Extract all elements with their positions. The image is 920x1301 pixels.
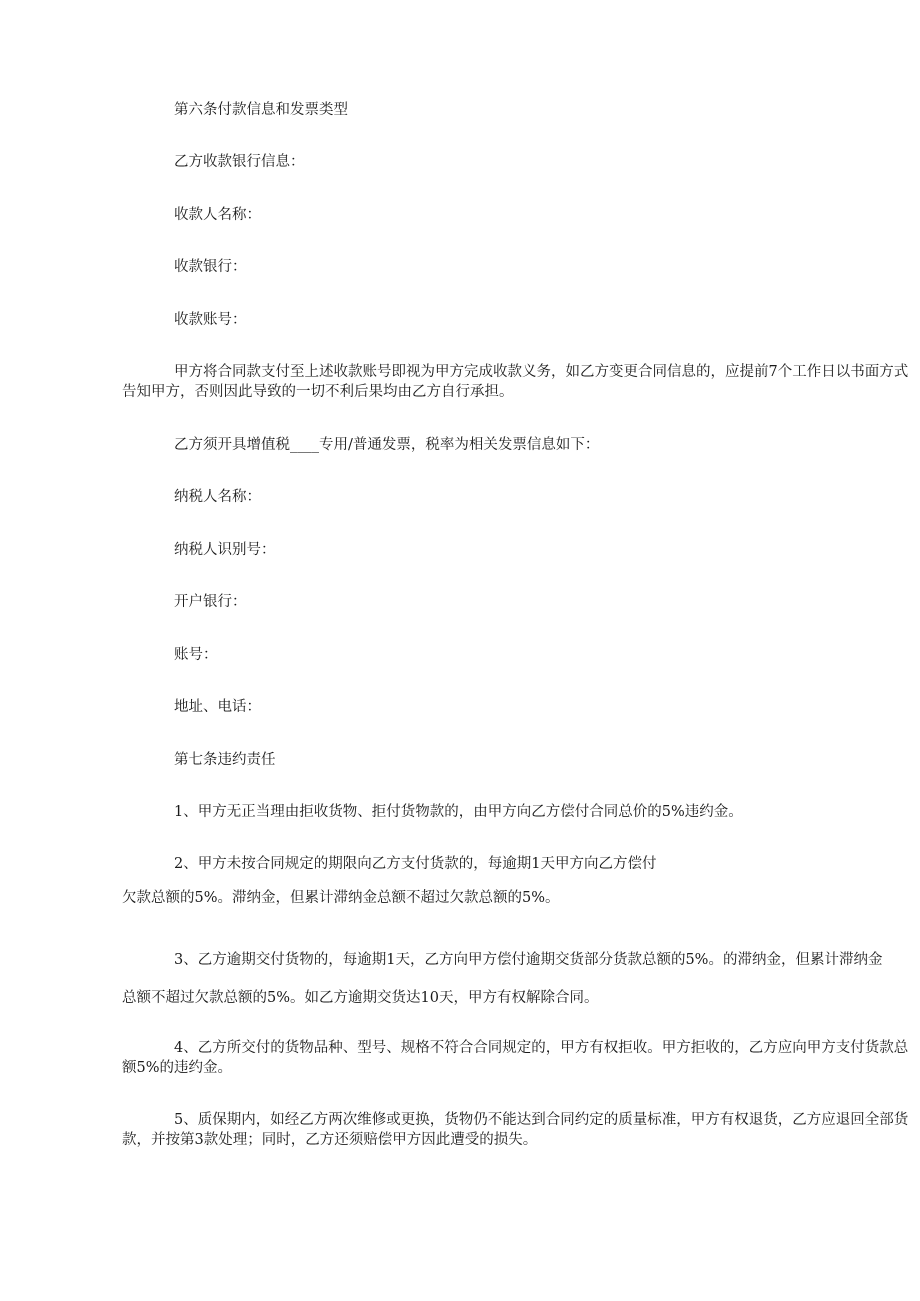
breach-clause-3-line1: 3、乙方逾期交付货物的，每逾期1天，乙方向甲方偿付逾期交货部分货款总额的5%。的滞纳金，但累计滞纳金 [174,952,883,968]
breach-clause-2-line2: 欠款总额的5%。滞纳金，但累计滞纳金总额不超过欠款总额的5%。 [122,890,560,906]
taxpayer-name-label: 纳税人名称： [174,489,261,505]
breach-clause-3-line2: 总额不超过欠款总额的5%。如乙方逾期交货达10天，甲方有权解除合同。 [122,990,599,1006]
breach-clause-5: 5、质保期内，如经乙方两次维修或更换，货物仍不能达到合同约定的质量标准，甲方有权退货，乙方应退回全部货款，并按第3款处理；同时，乙方还须赔偿甲方因此遭受的损失。 [122,1112,909,1148]
taxpayer-id-label: 纳税人识别号： [174,542,276,558]
payee-bank-label: 收款银行： [174,259,247,275]
section-6-heading: 第六条付款信息和发票类型 [174,102,348,118]
breach-clause-4: 4、乙方所交付的货物品种、型号、规格不符合合同规定的，甲方有权拒收。甲方拒收的，乙方应向甲方支付货款总额5%的违约金。 [122,1040,909,1076]
account-number-label: 账号： [174,647,218,663]
breach-clause-2-line1: 2、甲方未按合同规定的期限向乙方支付货款的，每逾期1天甲方向乙方偿付 [174,856,657,872]
section-7-heading: 第七条违约责任 [174,752,276,768]
payee-name-label: 收款人名称： [174,207,261,223]
payee-account-label: 收款账号： [174,312,247,328]
payment-completion-paragraph: 甲方将合同款支付至上述收款账号即视为甲方完成收款义务，如乙方变更合同信息的，应提前7个工作日以书面方式告知甲方，否则因此导致的一切不利后果均由乙方自行承担。 [122,364,909,400]
invoice-type-paragraph: 乙方须开具增值税____专用/普通发票，税率为相关发票信息如下： [174,437,600,453]
address-phone-label: 地址、电话： [174,699,261,715]
breach-clause-1: 1、甲方无正当理由拒收货物、拒付货物款的，由甲方向乙方偿付合同总价的5%违约金。 [174,804,743,820]
opening-bank-label: 开户银行： [174,594,247,610]
payee-bank-info-label: 乙方收款银行信息： [174,154,305,170]
